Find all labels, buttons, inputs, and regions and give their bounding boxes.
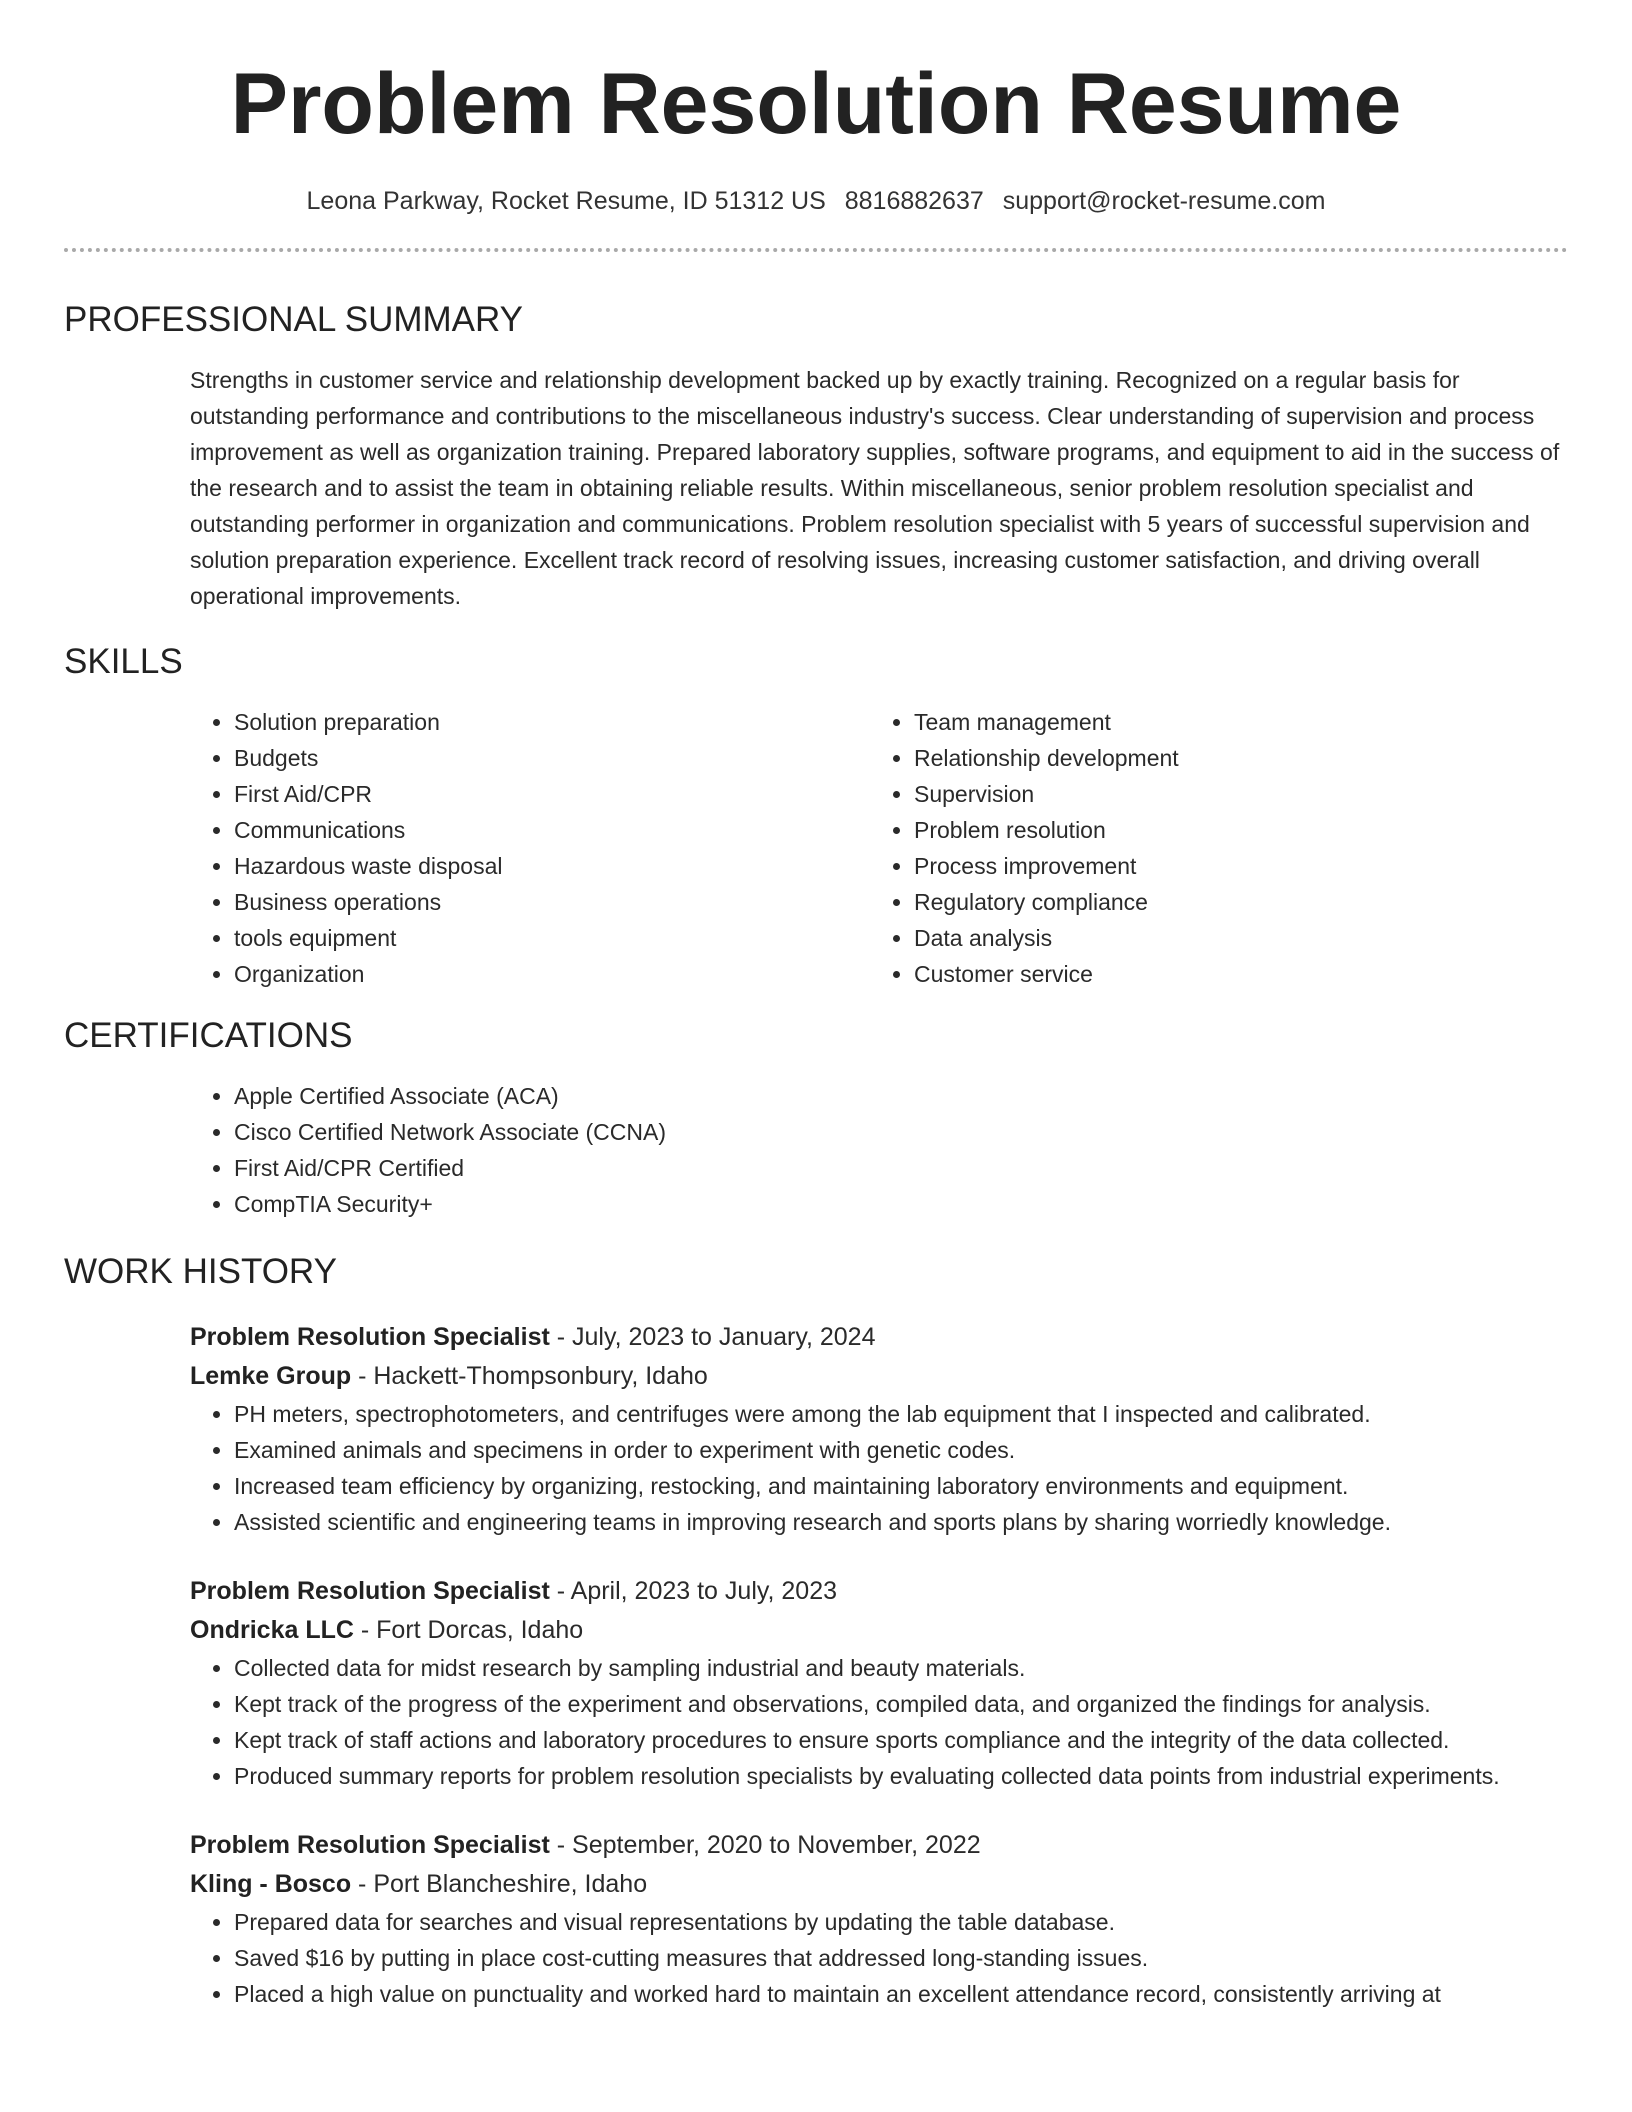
job-duty: • Assisted scientific and engineering teams in improving research and sports plans by sharing worriedly knowledge. <box>234 1504 1568 1540</box>
job-duty: • Increased team efficiency by organizing, restocking, and maintaining laboratory environments and equipment. <box>234 1468 1568 1504</box>
job-duties-list <box>190 1650 1568 1794</box>
skill-item: • tools equipment <box>234 920 870 956</box>
skill-item: • First Aid/CPR <box>234 776 870 812</box>
contact-phone: 8816882637 <box>844 187 984 215</box>
job-title-line <box>190 1318 1568 1357</box>
contact-address: Leona Parkway, Rocket Resume, ID 51312 US <box>306 187 826 215</box>
job-dates: - July, 2023 to January, 2024 <box>549 1323 876 1351</box>
skill-item: • Communications <box>234 812 870 848</box>
certifications-body <box>190 1078 1568 1222</box>
resume-page <box>64 0 1568 2012</box>
job-duty: • Kept track of staff actions and laboratory procedures to ensure sports compliance and the integrity of the data collected. <box>234 1722 1568 1758</box>
job-title: Problem Resolution Specialist <box>190 1831 550 1859</box>
resume-title: Problem Resolution Resume <box>230 56 1402 152</box>
job-title-line <box>190 1572 1568 1611</box>
skills-list-left <box>190 704 870 992</box>
skills-list-right <box>870 704 1550 992</box>
skills-column-left <box>190 704 870 992</box>
job-duty: • Examined animals and specimens in order to experiment with genetic codes. <box>234 1432 1568 1468</box>
skill-item: • Customer service <box>914 956 1550 992</box>
job-entry <box>190 1318 1568 1540</box>
contact-line <box>64 186 1568 216</box>
job-duty: • Placed a high value on punctuality and worked hard to maintain an excellent attendance record, consistently arriving at <box>234 1976 1568 2012</box>
job-entry <box>190 1572 1568 1794</box>
skill-item: • Process improvement <box>914 848 1550 884</box>
skill-item: • Data analysis <box>914 920 1550 956</box>
certifications-list <box>190 1078 1568 1222</box>
job-location: - Fort Dorcas, Idaho <box>353 1616 584 1644</box>
job-company-line <box>190 1865 1568 1904</box>
job-location: - Hackett-Thompsonbury, Idaho <box>351 1362 708 1390</box>
job-duty: • Prepared data for searches and visual representations by updating the table database. <box>234 1904 1568 1940</box>
work-history-heading: WORK HISTORY <box>64 1252 337 1291</box>
job-duties-list <box>190 1904 1568 2012</box>
job-duty: • Kept track of the progress of the experiment and observations, compiled data, and organized the findings for analysis. <box>234 1686 1568 1722</box>
skills-heading: SKILLS <box>64 642 183 681</box>
skill-item: • Team management <box>914 704 1550 740</box>
skill-item: • Problem resolution <box>914 812 1550 848</box>
job-title-line <box>190 1826 1568 1865</box>
certification-item: • Apple Certified Associate (ACA) <box>234 1078 1568 1114</box>
job-location: - Port Blancheshire, Idaho <box>351 1870 648 1898</box>
skill-item: • Regulatory compliance <box>914 884 1550 920</box>
skill-item: • Solution preparation <box>234 704 870 740</box>
skill-item: • Relationship development <box>914 740 1550 776</box>
job-duty: • Saved $16 by putting in place cost-cutting measures that addressed long-standing issues. <box>234 1940 1568 1976</box>
job-company-line <box>190 1357 1568 1396</box>
job-duty: • Collected data for midst research by sampling industrial and beauty materials. <box>234 1650 1568 1686</box>
job-dates: - April, 2023 to July, 2023 <box>549 1577 838 1605</box>
certification-item: • First Aid/CPR Certified <box>234 1150 1568 1186</box>
job-dates: - September, 2020 to November, 2022 <box>549 1831 981 1859</box>
job-title: Problem Resolution Specialist <box>190 1323 550 1351</box>
certifications-heading: CERTIFICATIONS <box>64 1016 353 1055</box>
skills-grid <box>190 704 1568 992</box>
skill-item: • Hazardous waste disposal <box>234 848 870 884</box>
contact-email: support@rocket-resume.com <box>1002 187 1326 215</box>
job-duty: • PH meters, spectrophotometers, and centrifuges were among the lab equipment that I inspected and calibrated. <box>234 1396 1568 1432</box>
job-duties-list <box>190 1396 1568 1540</box>
summary-text: Strengths in customer service and relationship development backed up by exactly training. Recognized on a regular basis for outstanding performance and contributions to the miscellaneous industry's success. Clear understanding of supervision and process improvement as well as organization training. Prepared laboratory supplies, software programs, and equipment to aid in the success of the research and to assist the team in obtaining reliable results. Within miscellaneous, senior problem resolution specialist and outstanding performer in organization and communications. Problem resolution specialist with 5 years of successful supervision and solution preparation experience. Excellent track record of resolving issues, increasing customer satisfaction, and driving overall operational improvements. <box>190 367 1560 609</box>
skills-column-right <box>870 704 1550 992</box>
certification-item: • Cisco Certified Network Associate (CCNA) <box>234 1114 1568 1150</box>
job-company: Ondricka LLC <box>190 1616 354 1644</box>
certification-item: • CompTIA Security+ <box>234 1186 1568 1222</box>
job-company: Kling - Bosco <box>190 1870 352 1898</box>
job-title: Problem Resolution Specialist <box>190 1577 550 1605</box>
skill-item: • Budgets <box>234 740 870 776</box>
skill-item: • Business operations <box>234 884 870 920</box>
skill-item: • Organization <box>234 956 870 992</box>
job-duty: • Produced summary reports for problem resolution specialists by evaluating collected data points from industrial experiments. <box>234 1758 1568 1794</box>
job-company-line <box>190 1611 1568 1650</box>
job-company: Lemke Group <box>190 1362 352 1390</box>
header-divider <box>64 248 1568 252</box>
job-entry <box>190 1826 1568 2012</box>
skill-item: • Supervision <box>914 776 1550 812</box>
summary-heading: PROFESSIONAL SUMMARY <box>64 300 523 339</box>
